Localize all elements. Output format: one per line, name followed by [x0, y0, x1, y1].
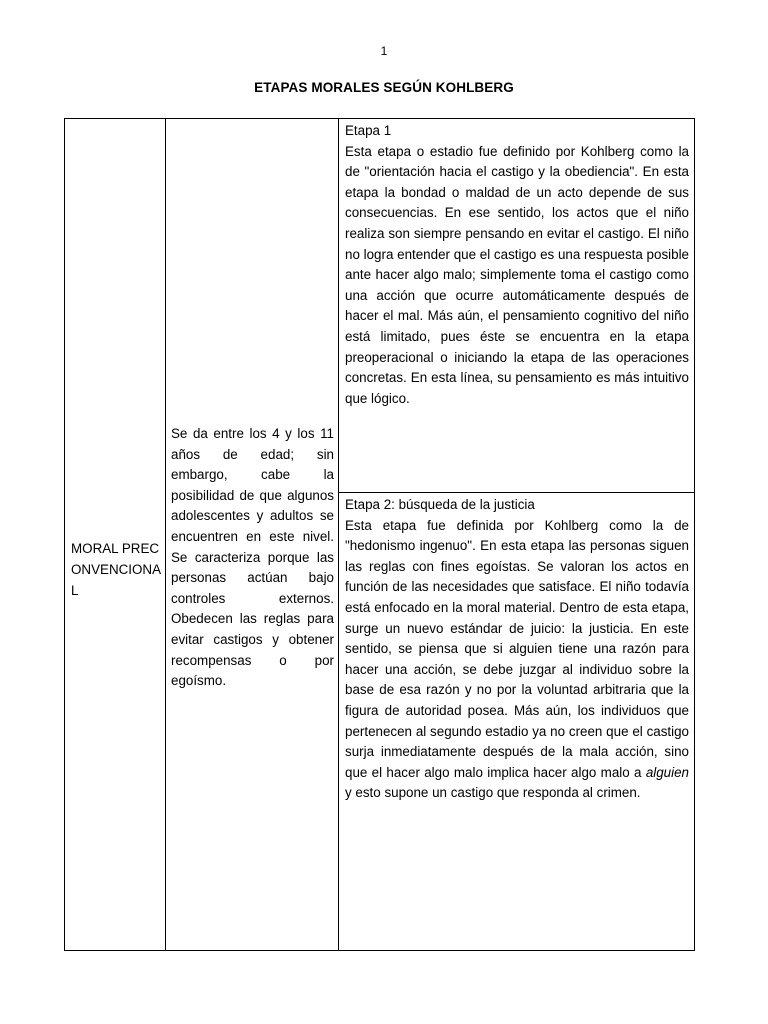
stage-1-body: Esta etapa o estadio fue definido por Kohlberg como la de "orientación hacia el castigo y la obediencia". En esta etapa la bondad o maldad de un acto depende de sus consecuencias. En ese sentido, los actos que el niño realiza son siempre pensando en evitar el castigo. El niño no logra entender que el castigo es una respuesta posible ante hacer algo malo; simplemente toma el castigo como una acción que ocurre automáticamente después de hacer el mal. Más aún, el pensamiento cognitivo del niño está limitado, pues éste se encuentra en la etapa preoperacional o iniciando la etapa de las operaciones concretas. En esta línea, su pensamiento es más intuitivo que lógico. — [345, 143, 689, 406]
stage-2-body-part-1: Esta etapa fue definida por Kohlberg como la de "hedonismo ingenuo". En esta etapa las personas siguen las reglas con fines egoístas. Se valoran los actos en función de las necesidades que satisface. El niño todavía está enfocado en la moral material. Dentro de esta etapa, surge un nuevo estándar de juicio: la justicia. En este sentido, se piensa que si alguien tiene una razón para hacer una acción, se debe juzgar al individuo sobre la base de esa razón y no por la voluntad arbitraria que la figura de autoridad posea. Más aún, los individuos que pertenecen al segundo estadio ya no creen que el castigo surja inmediatamente después de la mala acción, sino que el hacer algo malo implica hacer algo malo a — [345, 517, 689, 780]
page-number: 1 — [380, 44, 388, 58]
stages-table — [64, 118, 695, 951]
stage-1-cell — [345, 121, 689, 409]
stage-1-title: Etapa 1 — [345, 123, 392, 138]
stage-2-cell — [345, 495, 689, 804]
column-divider-2 — [338, 119, 339, 950]
column-divider-1 — [165, 119, 166, 950]
stage-2-title: Etapa 2: búsqueda de la justicia — [345, 497, 535, 512]
stage-row-divider — [338, 492, 694, 493]
stage-2-body — [345, 516, 689, 804]
stage-2-body-part-2: y esto supone un castigo que responda al crimen. — [345, 785, 641, 801]
document-title: ETAPAS MORALES SEGÚN KOHLBERG — [254, 80, 514, 95]
level-label: MORAL PRECONVENCIONAL — [71, 541, 162, 598]
level-description: Se da entre los 4 y los 11 años de edad; sin embargo, cabe la posibilidad de que algunos adolescentes y adultos se encuentren en este nivel. Se caracteriza porque las personas actúan bajo controles externos. Obedecen las reglas para evitar castigos y obtener recompensas o por egoísmo. — [171, 426, 334, 689]
stage-2-italic-word: alguien — [645, 764, 689, 780]
